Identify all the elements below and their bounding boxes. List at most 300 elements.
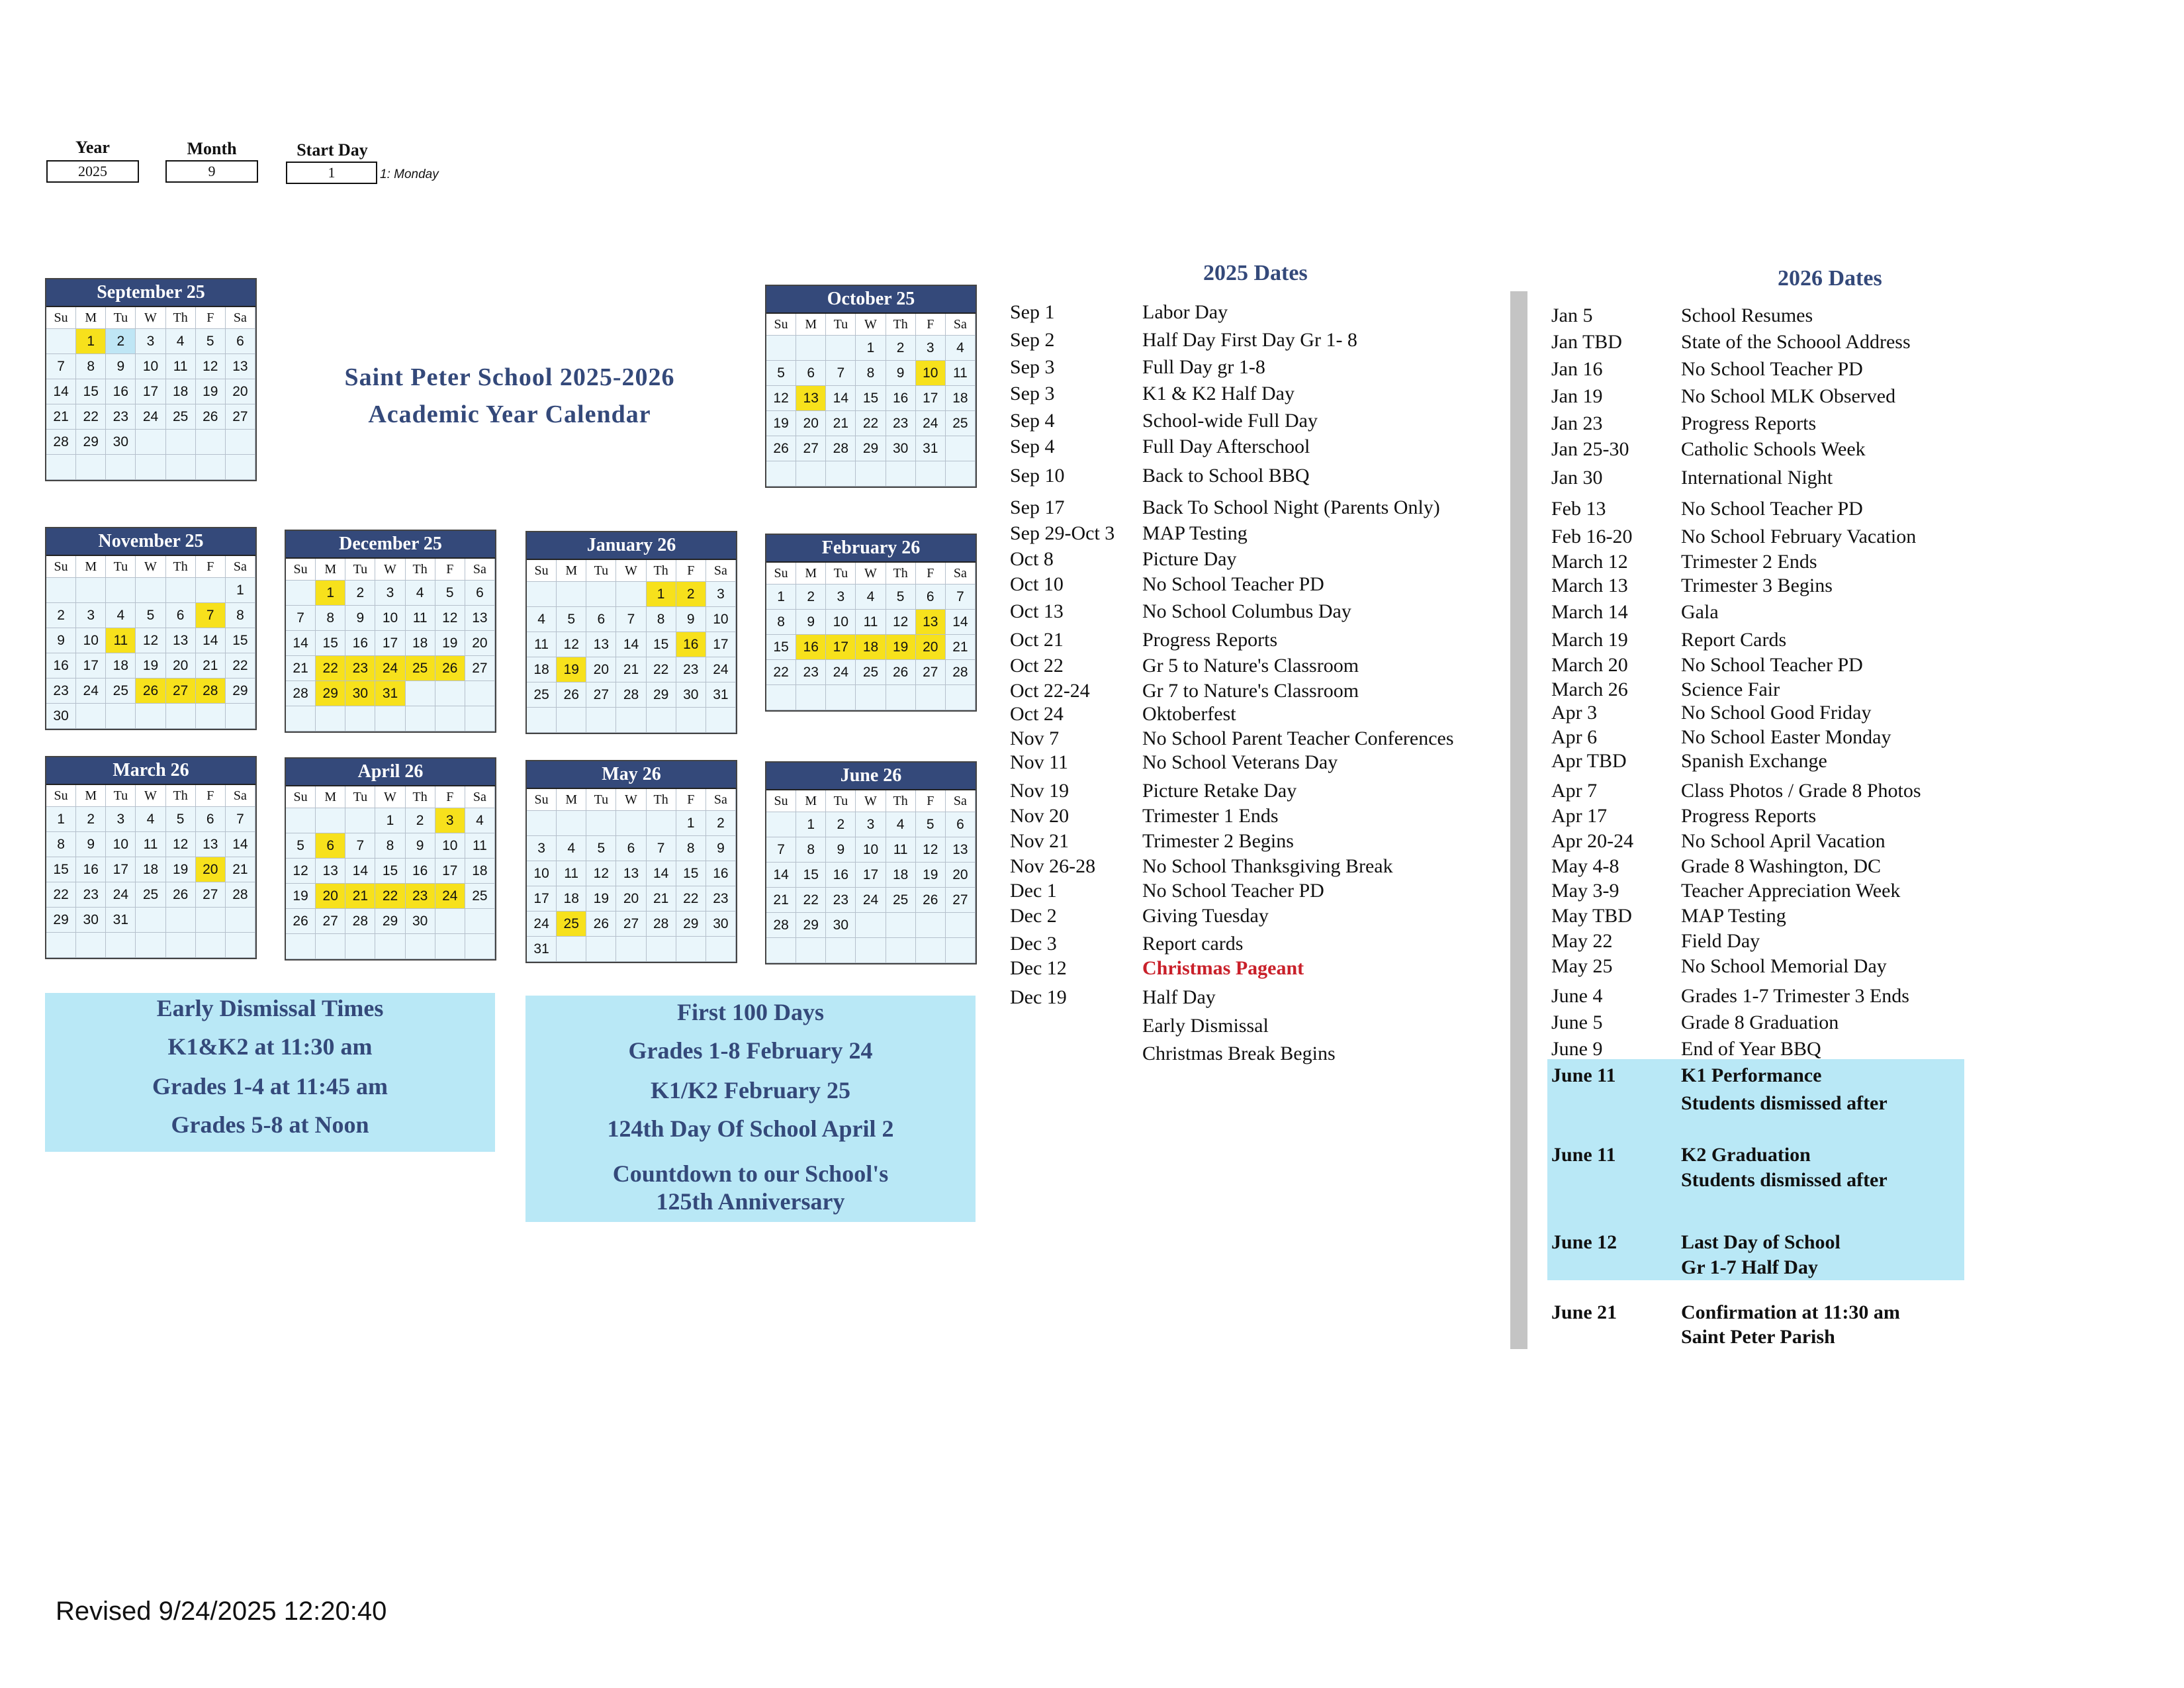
calendar-day[interactable]: 8 <box>226 603 255 628</box>
calendar-day[interactable]: 6 <box>946 812 976 837</box>
calendar-day[interactable]: 2 <box>826 812 856 837</box>
calendar-day[interactable]: 6 <box>465 581 495 606</box>
calendar-day[interactable]: 28 <box>946 660 976 685</box>
calendar-day[interactable]: 19 <box>886 635 916 660</box>
calendar-day[interactable]: 28 <box>616 682 646 708</box>
calendar-day[interactable]: 6 <box>616 836 646 861</box>
calendar-day[interactable]: 8 <box>647 607 676 632</box>
calendar-day[interactable]: 15 <box>856 386 886 411</box>
calendar-day[interactable]: 5 <box>166 807 196 832</box>
calendar-day[interactable]: 15 <box>676 861 706 886</box>
calendar-day[interactable]: 11 <box>136 832 165 857</box>
calendar-day[interactable]: 6 <box>316 833 345 859</box>
start-day-field[interactable]: 1 <box>286 162 377 184</box>
calendar-day[interactable]: 25 <box>465 884 495 909</box>
calendar-day[interactable]: 23 <box>886 411 916 436</box>
calendar-day[interactable]: 20 <box>916 635 946 660</box>
calendar-day[interactable]: 9 <box>706 836 736 861</box>
calendar-day[interactable]: 14 <box>345 859 375 884</box>
calendar-day[interactable]: 26 <box>886 660 916 685</box>
calendar-day[interactable]: 18 <box>886 863 916 888</box>
calendar-day[interactable]: 6 <box>796 361 826 386</box>
calendar-day[interactable]: 29 <box>856 436 886 461</box>
calendar-day[interactable]: 21 <box>826 411 856 436</box>
calendar-day[interactable]: 25 <box>946 411 976 436</box>
calendar-day[interactable]: 26 <box>557 682 586 708</box>
calendar-day[interactable]: 17 <box>856 863 886 888</box>
calendar-day[interactable]: 22 <box>766 660 796 685</box>
calendar-day[interactable]: 5 <box>136 603 165 628</box>
calendar-day[interactable]: 9 <box>345 606 375 631</box>
calendar-day[interactable]: 25 <box>856 660 886 685</box>
calendar-day[interactable]: 3 <box>76 603 106 628</box>
calendar-day[interactable]: 5 <box>766 361 796 386</box>
calendar-day[interactable]: 20 <box>796 411 826 436</box>
calendar-day[interactable]: 18 <box>557 886 586 912</box>
calendar-day[interactable]: 18 <box>856 635 886 660</box>
calendar-day[interactable]: 24 <box>856 888 886 913</box>
calendar-day[interactable]: 26 <box>766 436 796 461</box>
calendar-day[interactable]: 12 <box>557 632 586 657</box>
calendar-day[interactable]: 10 <box>136 354 165 379</box>
calendar-day[interactable]: 25 <box>166 404 196 430</box>
calendar-day[interactable]: 16 <box>406 859 435 884</box>
calendar-day[interactable]: 1 <box>46 807 76 832</box>
calendar-day[interactable]: 28 <box>766 913 796 938</box>
calendar-day[interactable]: 6 <box>916 585 946 610</box>
calendar-day[interactable]: 29 <box>226 679 255 704</box>
calendar-day[interactable]: 26 <box>136 679 165 704</box>
calendar-day[interactable]: 11 <box>886 837 916 863</box>
calendar-day[interactable]: 10 <box>856 837 886 863</box>
calendar-day[interactable]: 17 <box>136 379 165 404</box>
calendar-day[interactable]: 23 <box>406 884 435 909</box>
calendar-day[interactable]: 4 <box>166 329 196 354</box>
calendar-day[interactable]: 24 <box>375 656 405 681</box>
calendar-day[interactable]: 20 <box>166 653 196 679</box>
calendar-day[interactable]: 15 <box>796 863 826 888</box>
calendar-day[interactable]: 30 <box>406 909 435 934</box>
calendar-day[interactable]: 15 <box>46 857 76 882</box>
calendar-day[interactable]: 31 <box>527 937 557 962</box>
calendar-day[interactable]: 27 <box>196 882 226 908</box>
calendar-day[interactable]: 15 <box>316 631 345 656</box>
calendar-day[interactable]: 17 <box>706 632 736 657</box>
calendar-day[interactable]: 9 <box>676 607 706 632</box>
calendar-day[interactable]: 8 <box>766 610 796 635</box>
calendar-day[interactable]: 6 <box>586 607 616 632</box>
calendar-day[interactable]: 12 <box>586 861 616 886</box>
calendar-day[interactable]: 14 <box>286 631 316 656</box>
calendar-day[interactable]: 8 <box>76 354 106 379</box>
calendar-day[interactable]: 5 <box>286 833 316 859</box>
calendar-day[interactable]: 20 <box>226 379 255 404</box>
calendar-day[interactable]: 31 <box>106 908 136 933</box>
calendar-day[interactable]: 10 <box>76 628 106 653</box>
calendar-day[interactable]: 7 <box>946 585 976 610</box>
calendar-day[interactable]: 11 <box>166 354 196 379</box>
calendar-day[interactable]: 20 <box>946 863 976 888</box>
calendar-day[interactable]: 11 <box>406 606 435 631</box>
calendar-day[interactable]: 24 <box>76 679 106 704</box>
calendar-day[interactable]: 26 <box>916 888 946 913</box>
calendar-day[interactable]: 21 <box>226 857 255 882</box>
calendar-day[interactable]: 1 <box>226 578 255 603</box>
calendar-day[interactable]: 7 <box>647 836 676 861</box>
calendar-day[interactable]: 14 <box>46 379 76 404</box>
calendar-day[interactable]: 13 <box>316 859 345 884</box>
calendar-day[interactable]: 4 <box>856 585 886 610</box>
calendar-day[interactable]: 21 <box>286 656 316 681</box>
calendar-day[interactable]: 15 <box>647 632 676 657</box>
calendar-day[interactable]: 21 <box>345 884 375 909</box>
calendar-day[interactable]: 16 <box>106 379 136 404</box>
calendar-day[interactable]: 24 <box>435 884 465 909</box>
calendar-day[interactable]: 2 <box>886 336 916 361</box>
calendar-day[interactable]: 6 <box>226 329 255 354</box>
calendar-day[interactable]: 18 <box>946 386 976 411</box>
calendar-day[interactable]: 4 <box>406 581 435 606</box>
calendar-day[interactable]: 26 <box>196 404 226 430</box>
calendar-day[interactable]: 2 <box>676 582 706 607</box>
calendar-day[interactable]: 7 <box>345 833 375 859</box>
calendar-day[interactable]: 27 <box>916 660 946 685</box>
calendar-day[interactable]: 23 <box>46 679 76 704</box>
calendar-day[interactable]: 12 <box>916 837 946 863</box>
calendar-day[interactable]: 25 <box>557 912 586 937</box>
calendar-day[interactable]: 6 <box>196 807 226 832</box>
calendar-day[interactable]: 11 <box>557 861 586 886</box>
calendar-day[interactable]: 8 <box>796 837 826 863</box>
calendar-day[interactable]: 16 <box>886 386 916 411</box>
calendar-day[interactable]: 29 <box>76 430 106 455</box>
calendar-day[interactable]: 29 <box>676 912 706 937</box>
calendar-day[interactable]: 7 <box>46 354 76 379</box>
calendar-day[interactable]: 30 <box>46 704 76 729</box>
calendar-day[interactable]: 2 <box>796 585 826 610</box>
calendar-day[interactable]: 19 <box>586 886 616 912</box>
calendar-day[interactable]: 18 <box>136 857 165 882</box>
calendar-day[interactable]: 2 <box>46 603 76 628</box>
calendar-day[interactable]: 16 <box>46 653 76 679</box>
calendar-day[interactable]: 28 <box>826 436 856 461</box>
calendar-day[interactable]: 29 <box>46 908 76 933</box>
calendar-day[interactable]: 24 <box>916 411 946 436</box>
calendar-day[interactable]: 17 <box>76 653 106 679</box>
calendar-day[interactable]: 19 <box>286 884 316 909</box>
calendar-day[interactable]: 26 <box>435 656 465 681</box>
calendar-day[interactable]: 19 <box>136 653 165 679</box>
calendar-day[interactable]: 10 <box>435 833 465 859</box>
calendar-day[interactable]: 4 <box>106 603 136 628</box>
calendar-day[interactable]: 4 <box>465 808 495 833</box>
calendar-day[interactable]: 17 <box>826 635 856 660</box>
calendar-day[interactable]: 26 <box>166 882 196 908</box>
calendar-day[interactable]: 2 <box>106 329 136 354</box>
calendar-day[interactable]: 8 <box>676 836 706 861</box>
calendar-day[interactable]: 25 <box>136 882 165 908</box>
calendar-day[interactable]: 27 <box>166 679 196 704</box>
calendar-day[interactable]: 3 <box>106 807 136 832</box>
calendar-day[interactable]: 5 <box>196 329 226 354</box>
calendar-day[interactable]: 16 <box>826 863 856 888</box>
calendar-day[interactable]: 14 <box>647 861 676 886</box>
calendar-day[interactable]: 2 <box>406 808 435 833</box>
calendar-day[interactable]: 2 <box>345 581 375 606</box>
calendar-day[interactable]: 28 <box>46 430 76 455</box>
calendar-day[interactable]: 13 <box>196 832 226 857</box>
calendar-day[interactable]: 20 <box>196 857 226 882</box>
calendar-day[interactable]: 5 <box>557 607 586 632</box>
calendar-day[interactable]: 14 <box>946 610 976 635</box>
calendar-day[interactable]: 30 <box>106 430 136 455</box>
calendar-day[interactable]: 28 <box>196 679 226 704</box>
calendar-day[interactable]: 27 <box>946 888 976 913</box>
calendar-day[interactable]: 30 <box>706 912 736 937</box>
calendar-day[interactable]: 19 <box>916 863 946 888</box>
calendar-day[interactable]: 3 <box>916 336 946 361</box>
calendar-day[interactable]: 1 <box>316 581 345 606</box>
calendar-day[interactable]: 5 <box>886 585 916 610</box>
calendar-day[interactable]: 8 <box>856 361 886 386</box>
calendar-day[interactable]: 13 <box>796 386 826 411</box>
calendar-day[interactable]: 27 <box>226 404 255 430</box>
calendar-day[interactable]: 7 <box>616 607 646 632</box>
year-field[interactable]: 2025 <box>46 160 139 183</box>
calendar-day[interactable]: 3 <box>375 581 405 606</box>
calendar-day[interactable]: 8 <box>46 832 76 857</box>
calendar-day[interactable]: 27 <box>465 656 495 681</box>
calendar-day[interactable]: 23 <box>76 882 106 908</box>
calendar-day[interactable]: 12 <box>286 859 316 884</box>
calendar-day[interactable]: 28 <box>226 882 255 908</box>
calendar-day[interactable]: 3 <box>435 808 465 833</box>
calendar-day[interactable]: 1 <box>647 582 676 607</box>
calendar-day[interactable]: 1 <box>76 329 106 354</box>
calendar-day[interactable]: 4 <box>946 336 976 361</box>
calendar-day[interactable]: 5 <box>916 812 946 837</box>
calendar-day[interactable]: 14 <box>826 386 856 411</box>
calendar-day[interactable]: 9 <box>406 833 435 859</box>
calendar-day[interactable]: 26 <box>286 909 316 934</box>
calendar-day[interactable]: 15 <box>226 628 255 653</box>
calendar-day[interactable]: 28 <box>345 909 375 934</box>
calendar-day[interactable]: 28 <box>647 912 676 937</box>
calendar-day[interactable]: 28 <box>286 681 316 706</box>
calendar-day[interactable]: 29 <box>796 913 826 938</box>
calendar-day[interactable]: 19 <box>557 657 586 682</box>
calendar-day[interactable]: 1 <box>796 812 826 837</box>
calendar-day[interactable]: 24 <box>106 882 136 908</box>
calendar-day[interactable]: 23 <box>345 656 375 681</box>
calendar-day[interactable]: 1 <box>676 811 706 836</box>
calendar-day[interactable]: 21 <box>647 886 676 912</box>
calendar-day[interactable]: 27 <box>586 682 616 708</box>
calendar-day[interactable]: 13 <box>226 354 255 379</box>
calendar-day[interactable]: 9 <box>796 610 826 635</box>
calendar-day[interactable]: 16 <box>345 631 375 656</box>
calendar-day[interactable]: 12 <box>136 628 165 653</box>
calendar-day[interactable]: 14 <box>196 628 226 653</box>
calendar-day[interactable]: 10 <box>375 606 405 631</box>
calendar-day[interactable]: 30 <box>345 681 375 706</box>
calendar-day[interactable]: 7 <box>226 807 255 832</box>
calendar-day[interactable]: 5 <box>435 581 465 606</box>
calendar-day[interactable]: 22 <box>375 884 405 909</box>
calendar-day[interactable]: 17 <box>375 631 405 656</box>
calendar-day[interactable]: 23 <box>676 657 706 682</box>
calendar-day[interactable]: 6 <box>166 603 196 628</box>
calendar-day[interactable]: 19 <box>166 857 196 882</box>
calendar-day[interactable]: 5 <box>586 836 616 861</box>
calendar-day[interactable]: 30 <box>826 913 856 938</box>
calendar-day[interactable]: 21 <box>766 888 796 913</box>
calendar-day[interactable]: 11 <box>465 833 495 859</box>
calendar-day[interactable]: 10 <box>706 607 736 632</box>
calendar-day[interactable]: 24 <box>527 912 557 937</box>
calendar-day[interactable]: 1 <box>856 336 886 361</box>
calendar-day[interactable]: 11 <box>106 628 136 653</box>
calendar-day[interactable]: 20 <box>465 631 495 656</box>
calendar-day[interactable]: 9 <box>886 361 916 386</box>
calendar-day[interactable]: 13 <box>465 606 495 631</box>
calendar-day[interactable]: 15 <box>766 635 796 660</box>
calendar-day[interactable]: 3 <box>706 582 736 607</box>
calendar-day[interactable]: 4 <box>136 807 165 832</box>
calendar-day[interactable]: 8 <box>375 833 405 859</box>
calendar-day[interactable]: 18 <box>406 631 435 656</box>
calendar-day[interactable]: 13 <box>616 861 646 886</box>
calendar-day[interactable]: 13 <box>946 837 976 863</box>
calendar-day[interactable]: 23 <box>706 886 736 912</box>
calendar-day[interactable]: 3 <box>856 812 886 837</box>
calendar-day[interactable]: 11 <box>946 361 976 386</box>
calendar-day[interactable]: 22 <box>226 653 255 679</box>
calendar-day[interactable]: 24 <box>136 404 165 430</box>
calendar-day[interactable]: 14 <box>766 863 796 888</box>
calendar-day[interactable]: 25 <box>527 682 557 708</box>
calendar-day[interactable]: 7 <box>286 606 316 631</box>
calendar-day[interactable]: 13 <box>166 628 196 653</box>
calendar-day[interactable]: 12 <box>196 354 226 379</box>
calendar-day[interactable]: 25 <box>106 679 136 704</box>
calendar-day[interactable]: 4 <box>886 812 916 837</box>
calendar-day[interactable]: 22 <box>46 882 76 908</box>
calendar-day[interactable]: 3 <box>527 836 557 861</box>
calendar-day[interactable]: 22 <box>647 657 676 682</box>
calendar-day[interactable]: 16 <box>706 861 736 886</box>
calendar-day[interactable]: 21 <box>196 653 226 679</box>
calendar-day[interactable]: 4 <box>527 607 557 632</box>
calendar-day[interactable]: 27 <box>316 909 345 934</box>
month-field[interactable]: 9 <box>165 160 258 183</box>
calendar-day[interactable]: 21 <box>616 657 646 682</box>
calendar-day[interactable]: 1 <box>766 585 796 610</box>
calendar-day[interactable]: 29 <box>375 909 405 934</box>
calendar-day[interactable]: 29 <box>647 682 676 708</box>
calendar-day[interactable]: 21 <box>946 635 976 660</box>
calendar-day[interactable]: 9 <box>46 628 76 653</box>
calendar-day[interactable]: 14 <box>616 632 646 657</box>
calendar-day[interactable]: 9 <box>106 354 136 379</box>
calendar-day[interactable]: 21 <box>46 404 76 430</box>
calendar-day[interactable]: 17 <box>106 857 136 882</box>
calendar-day[interactable]: 16 <box>676 632 706 657</box>
calendar-day[interactable]: 19 <box>435 631 465 656</box>
calendar-day[interactable]: 27 <box>616 912 646 937</box>
calendar-day[interactable]: 22 <box>856 411 886 436</box>
calendar-day[interactable]: 20 <box>616 886 646 912</box>
calendar-day[interactable]: 12 <box>166 832 196 857</box>
calendar-day[interactable]: 12 <box>766 386 796 411</box>
calendar-day[interactable]: 19 <box>766 411 796 436</box>
calendar-day[interactable]: 22 <box>316 656 345 681</box>
calendar-day[interactable]: 15 <box>375 859 405 884</box>
calendar-day[interactable]: 17 <box>527 886 557 912</box>
calendar-day[interactable]: 25 <box>406 656 435 681</box>
calendar-day[interactable]: 18 <box>527 657 557 682</box>
calendar-day[interactable]: 9 <box>826 837 856 863</box>
calendar-day[interactable]: 19 <box>196 379 226 404</box>
calendar-day[interactable]: 17 <box>916 386 946 411</box>
calendar-day[interactable]: 10 <box>106 832 136 857</box>
calendar-day[interactable]: 18 <box>465 859 495 884</box>
calendar-day[interactable]: 20 <box>586 657 616 682</box>
calendar-day[interactable]: 7 <box>766 837 796 863</box>
calendar-day[interactable]: 23 <box>106 404 136 430</box>
calendar-day[interactable]: 30 <box>76 908 106 933</box>
calendar-day[interactable]: 16 <box>796 635 826 660</box>
calendar-day[interactable]: 10 <box>916 361 946 386</box>
calendar-day[interactable]: 3 <box>826 585 856 610</box>
calendar-day[interactable]: 7 <box>826 361 856 386</box>
calendar-day[interactable]: 9 <box>76 832 106 857</box>
calendar-day[interactable]: 7 <box>196 603 226 628</box>
calendar-day[interactable]: 12 <box>435 606 465 631</box>
calendar-day[interactable]: 15 <box>76 379 106 404</box>
calendar-day[interactable]: 22 <box>76 404 106 430</box>
calendar-day[interactable]: 18 <box>106 653 136 679</box>
calendar-day[interactable]: 24 <box>826 660 856 685</box>
calendar-day[interactable]: 18 <box>166 379 196 404</box>
calendar-day[interactable]: 13 <box>586 632 616 657</box>
calendar-day[interactable]: 10 <box>826 610 856 635</box>
calendar-day[interactable]: 12 <box>886 610 916 635</box>
calendar-day[interactable]: 23 <box>826 888 856 913</box>
calendar-day[interactable]: 4 <box>557 836 586 861</box>
calendar-day[interactable]: 13 <box>916 610 946 635</box>
calendar-day[interactable]: 22 <box>676 886 706 912</box>
calendar-day[interactable]: 31 <box>916 436 946 461</box>
calendar-day[interactable]: 26 <box>586 912 616 937</box>
calendar-day[interactable]: 20 <box>316 884 345 909</box>
calendar-day[interactable]: 25 <box>886 888 916 913</box>
calendar-day[interactable]: 11 <box>856 610 886 635</box>
calendar-day[interactable]: 30 <box>676 682 706 708</box>
calendar-day[interactable]: 14 <box>226 832 255 857</box>
calendar-day[interactable]: 17 <box>435 859 465 884</box>
calendar-day[interactable]: 24 <box>706 657 736 682</box>
calendar-day[interactable]: 29 <box>316 681 345 706</box>
calendar-day[interactable]: 31 <box>375 681 405 706</box>
calendar-day[interactable]: 23 <box>796 660 826 685</box>
calendar-day[interactable]: 27 <box>796 436 826 461</box>
calendar-day[interactable]: 2 <box>76 807 106 832</box>
calendar-day[interactable]: 22 <box>796 888 826 913</box>
calendar-day[interactable]: 1 <box>375 808 405 833</box>
calendar-day[interactable]: 16 <box>76 857 106 882</box>
calendar-day[interactable]: 31 <box>706 682 736 708</box>
